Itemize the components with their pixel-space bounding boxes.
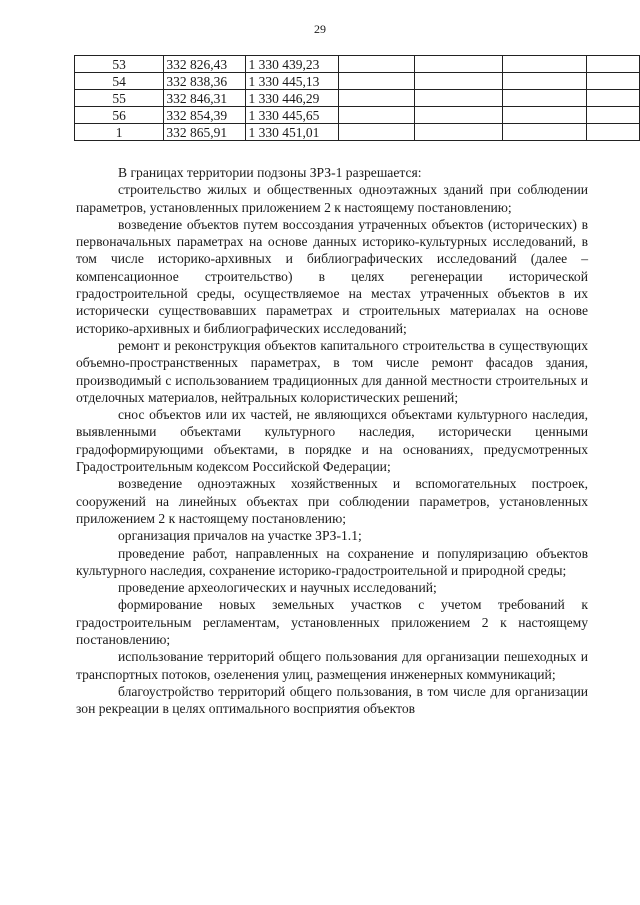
table-cell: 54 (75, 73, 164, 90)
table-row (75, 124, 640, 141)
table-cell: 56 (75, 107, 164, 124)
table-cell: 332 846,31 (164, 90, 246, 107)
paragraph: формирование новых земельных участков с учетом требований к градостроительным регламентам, установленных приложением 2 к настоящему постановлению; (76, 597, 588, 648)
table-cell: 332 854,39 (164, 107, 246, 124)
table-cell (338, 90, 414, 107)
table-cell: 1 330 451,01 (246, 124, 338, 141)
table-cell (414, 124, 502, 141)
coordinates-table (74, 55, 640, 141)
table-row (75, 107, 640, 124)
table-cell: 53 (75, 56, 164, 73)
paragraph: строительство жилых и общественных одноэтажных зданий при соблюдении параметров, установленных приложением 2 к настоящему постановлению; (76, 182, 588, 215)
table-cell: 332 865,91 (164, 124, 246, 141)
table-cell: 332 826,43 (164, 56, 246, 73)
table-cell (338, 124, 414, 141)
table-cell: 332 838,36 (164, 73, 246, 90)
table-cell (587, 107, 640, 124)
paragraph: проведение археологических и научных исследований; (118, 580, 437, 596)
document-body (76, 164, 588, 718)
table-cell (502, 124, 587, 141)
table-cell (414, 73, 502, 90)
table-cell (338, 107, 414, 124)
table-cell: 1 (75, 124, 164, 141)
paragraph: возведение одноэтажных хозяйственных и вспомогательных построек, сооружений на линейных объектах при соблюдении параметров, установленных приложением 2 к настоящему постановлению; (76, 476, 588, 526)
table-cell (587, 90, 640, 107)
paragraph: использование территорий общего пользования для организации пешеходных и транспортных потоков, озеленения улиц, размещения инженерных коммуникаций; (76, 649, 588, 682)
table-row (75, 90, 640, 107)
table-cell (414, 90, 502, 107)
table-cell: 55 (75, 90, 164, 107)
table-cell (587, 56, 640, 73)
table-cell (587, 124, 640, 141)
table-row (75, 73, 640, 90)
paragraph: ремонт и реконструкция объектов капитального строительства в существующих объемно-пространственных параметрах, в том числе ремонт фасадов здания, производимый с использованием традиционных для данной местности строительных и отделочных материалов, нейтральных колористических решений; (76, 337, 588, 405)
paragraph: благоустройство территорий общего пользования, в том числе для организации зон рекреации в целях оптимального восприятия объектов (76, 683, 588, 717)
table-cell (502, 107, 587, 124)
table-cell (338, 73, 414, 90)
table-cell (502, 90, 587, 107)
table-cell: 1 330 445,65 (246, 107, 338, 124)
page-number: 29 (314, 22, 326, 36)
table-cell: 1 330 445,13 (246, 73, 338, 90)
table-cell: 1 330 439,23 (246, 56, 338, 73)
paragraph: снос объектов или их частей, не являющихся объектами культурного наследия, выявленными объектами культурного наследия, исторически ценными градоформирующими объектами, в порядке и на основаниях, предусмотренных Градостроительным кодексом Российской Федерации; (76, 407, 588, 475)
table-cell (414, 107, 502, 124)
paragraph: организация причалов на участке ЗРЗ-1.1; (118, 528, 362, 544)
paragraph: проведение работ, направленных на сохранение и популяризацию объектов культурного наследия, сохранение историко-градостроительной и природной среды; (76, 545, 588, 578)
table-row (75, 56, 640, 73)
table-cell: 1 330 446,29 (246, 90, 338, 107)
table-cell (587, 73, 640, 90)
table-cell (502, 73, 587, 90)
paragraph: В границах территории подзоны ЗРЗ-1 разрешается: (118, 165, 422, 180)
paragraph: возведение объектов путем воссоздания утраченных объектов (исторических) в первоначальных параметрах на основе данных историко-культурных исследований, в том числе историко-архивных и библиографических исследований (далее – компенсационное строительство) в целях регенерации исторической градостроительной среды, осуществляемое на местах утраченных объектов в их исторически существовавших параметрах и строительных материалах на основе историко-архивных и библиографических исследований; (76, 216, 588, 336)
table-cell (414, 56, 502, 73)
table-cell (338, 56, 414, 73)
table-cell (502, 56, 587, 73)
